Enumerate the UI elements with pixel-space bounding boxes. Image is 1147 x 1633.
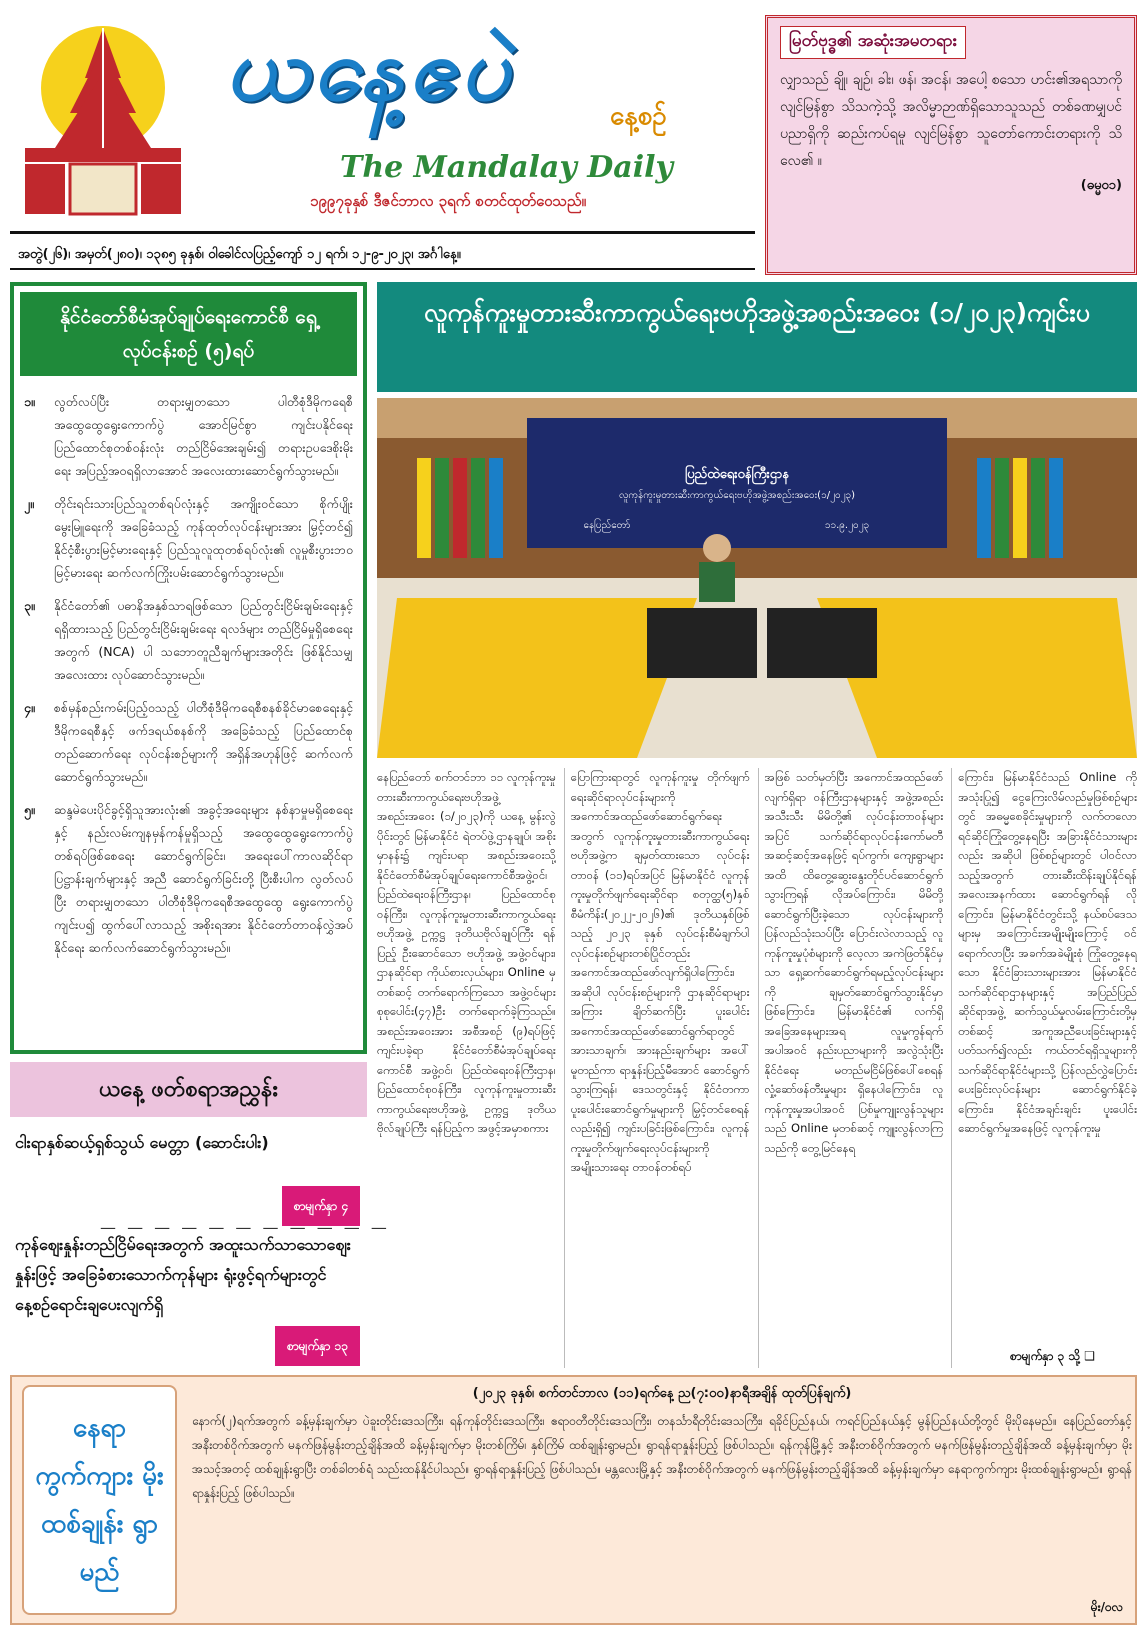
article-body (377, 768, 1137, 1368)
pagoda-logo-icon (15, 18, 190, 218)
brand-tagline: ၁၉၉၇ခုနှစ် ဒီဇင်ဘာလ ၃ရက် စတင်ထုတ်ဝေသည်။ (310, 192, 587, 210)
index-divider: — — — — — — — — — — — (100, 1218, 390, 1237)
meeting-photo (377, 398, 1137, 758)
main-headline[interactable]: လူကုန်ကူးမှုတားဆီးကာကွယ်ရေးဗဟိုအဖွဲ့အစည်းအဝေး (၁/၂၀၂၃)ကျင်းပ (377, 282, 1137, 392)
dhamma-body: လျှာသည် ချို၊ ချဉ်၊ ခါး၊ ဖန်၊ အငန်၊ အပေါ့ စသော ဟင်း၏အရသာကို လျင်မြန်စွာ သိသကဲ့သို့ အလိမ္မာဉာဏ်ရှိသောသူသည် တစ်ခဏမျှပင် ပညာရှိကို ဆည်းကပ်ရမူ လျင်မြန်စွာ သူတော်ကောင်းတရားကို သိလေ၏ ။ (780, 72, 1122, 169)
flags-left-icon (417, 458, 503, 558)
weather-badge: နေရာ ကွက်ကျား မိုးထစ်ချုန်း ရွာမည် (22, 1385, 177, 1615)
article-column: ကြောင်း၊ မြန်မာနိုင်ငံသည် Online ကို အသုံးပြု၍ ငွေကြေးလိမ်လည်မှုဖြစ်စဉ်များတွင် အဓမ္မစေခိုင်းမှုများကို လက်တလော ရင်ဆိုင်ကြုံတွေ့နေရပြီး အခြားနိုင်ငံသားများလည်း အဆိုပါ ဖြစ်စဉ်များတွင် ပါဝင်လာသည့်အတွက် တားဆီးထိန်းချုပ်နိုင်ရန် အလေးအနက်ထား ဆောင်ရွက်ရန် လိုကြောင်း၊ မြန်မာနိုင်ငံတွင်းသို့ နယ်စပ်ဒေသများမှ အကြောင်းအမျိုးမျိုးကြောင့် ဝင်ရောက်လာပြီး အခက်အခဲမျိုးစုံ ကြုံတွေ့နေရသော နိုင်ငံခြားသားများအား မြန်မာနိုင်ငံသက်ဆိုင်ရာဌာနများနှင့် အပြည်ပြည်ဆိုင်ရာအဖွဲ့ ဆက်သွယ်မှုလမ်းကြောင်းတို့မှတစ်ဆင့် အကူအညီပေးခြင်းများနှင့် ပတ်သက်၍လည်း ကယ်တင်ရရှိသူများကို သက်ဆိုင်ရာနိုင်ငံများသို့ ပြန်လည်လွှဲပြောင်းပေးခြင်းလုပ်ငန်းများ ဆောင်ရွက်နိုင်ခဲ့ကြောင်း၊ နိုင်ငံအချင်းချင်း ပူးပေါင်းဆောင်ရွက်မှုအနေဖြင့် လူကုန်ကူးမှု (951, 768, 1137, 1368)
objective-text: စစ်မှန်စည်းကမ်းပြည့်ဝသည့် ပါတီစုံဒီမိုကရေစီစနစ်ခိုင်မာစေရေးနှင့် ဒီမိုကရေစီနှင့် ဖက်ဒရယ်စနစ်ကို အခြေခံသည့် ပြည်ထောင်စုတည်ဆောက်ရေး လုပ်ငန်းစဉ်များကို အရှိန်အဟုန်ဖြင့် ဆက်လက်ဆောင်ရွက်သွားမည်။ (54, 700, 353, 784)
dhamma-title: မြတ်ဗုဒ္ဓ၏ အဆုံးအမတရား (780, 26, 966, 59)
issue-info: အတွဲ(၂၆)၊ အမှတ်(၂၈၀)၊ ၁၃၈၅ ခုနှစ်၊ ဝါခေါင်လပြည့်ကျော် ၁၂ ရက်၊ ၁၂-၉-၂၀၂၃၊ အင်္ဂါနေ့။ (10, 240, 755, 270)
objective-text: နိုင်ငံတော်၏ ပဓာနိအနှစ်သာရဖြစ်သော ပြည်တွင်းငြိမ်းချမ်းရေးနှင့် ရရှိထားသည့် ပြည်တွင်းငြိမ်းချမ်းရေး ရလဒ်များ တည်ငြိမ်မှုရှိစေရေးအတွက် (NCA) ပါ သဘောတူညီချက်များအတိုင်း ဖြစ်နိုင်သမျှ အလေးထား လုပ်ဆောင်သွားမည်။ (54, 598, 353, 682)
index-item[interactable] (15, 1230, 360, 1353)
index-item-text: ငါးရာနှစ်ဆယ့်ရှစ်သွယ် မေတ္တာ (ဆောင်းပါး) (15, 1133, 269, 1152)
objective-number: ၁။ (24, 394, 35, 409)
banner-place: နေပြည်တော် (583, 520, 631, 531)
weather-box (10, 1375, 1137, 1625)
objective-number: ၄။ (24, 700, 35, 715)
page-tag[interactable]: စာမျက်နှာ ၄ (282, 1186, 360, 1226)
weather-body: နောက်(၂)ရက်အတွက် ခန့်မှန်းချက်မှာ ပဲခူးတိုင်းဒေသကြီး၊ ရန်ကုန်တိုင်းဒေသကြီး၊ ဧရာဝတီတိုင်းဒေသကြီး၊ တနင်္သာရီတိုင်းဒေသကြီး၊ ရခိုင်ပြည်နယ်၊ ကရင်ပြည်နယ်နှင့် မွန်ပြည်နယ်တို့တွင် မိုးပိုနေမည်။ နေပြည်တော်နှင့် အနီးတစ်ဝိုက်အတွက် မနက်ဖြန်မွန်းတည့်ချိန်အထိ ခန့်မှန်းချက်မှာ မိုးတစ်ကြိမ်၊ နှစ်ကြိမ် ထစ်ချုန်းရွာမည်။ ရွာရန်ရာနှုန်းပြည့် ဖြစ်ပါသည်။ ရန်ကုန်မြို့နှင့် အနီးတစ်ဝိုက်အတွက် မနက်ဖြန်မွန်းတည့်ချိန်အထိ ခန့်မှန်းချက်မှာ မိုးအသင့်အတင့် ထစ်ချုန်းရွာပြီး တစ်ခါတစ်ရံ သည်းထန်နိုင်ပါသည်။ ရွာရန်ရာနှုန်းပြည့် ဖြစ်ပါသည်။ မန္တလေးမြို့နှင့် အနီးတစ်ဝိုက်အတွက် မနက်ဖြန်မွန်းတည့်ချိန်အထိ ခန့်မှန်းချက်မှာ နေရာကွက်ကျား မိုးထစ်ချုန်းရွာမည်။ ရွာရန်ရာနှုန်းပြည့် ဖြစ်ပါသည်။ (192, 1414, 1132, 1500)
banner-line2: လူကုန်ကူးမှုတားဆီးကာကွယ်ရေးဗဟိုအဖွဲ့အစည်းအဝေး(၁/၂၀၂၃) (618, 490, 856, 501)
objective-item (14, 688, 363, 790)
brand-suffix: နေ့စဉ် (610, 101, 667, 131)
objectives-box (10, 282, 367, 1054)
weather-title: (၂၀၂၃ ခုနှစ်၊ စက်တင်ဘာလ (၁၁)ရက်နေ့ ည(၇:၀၀)နာရီအချိန် ထုတ်ပြန်ချက်) (472, 1386, 852, 1401)
dhamma-box (765, 15, 1137, 275)
article-column: အဖြစ် သတ်မှတ်ပြီး အကောင်အထည်ဖော်လျက်ရှိရာ ဝန်ကြီးဌာနများနှင့် အဖွဲ့အစည်းအသီးသီး မိမိတို့၏ လုပ်ငန်းတာဝန်များအပြင် သက်ဆိုင်ရာလုပ်ငန်းကော်မတီ အဆင့်ဆင့်အနေဖြင့် ရပ်ကွက်၊ ကျေးရွာများအထိ ထိတွေ့ဆွေးနွေးတိုင်ပင်ဆောင်ရွက်သွားကြရန် လိုအပ်ကြောင်း၊ မိမိတို့ ဆောင်ရွက်ပြီးခဲ့သော လုပ်ငန်းများကို ပြန်လည်သုံးသပ်ပြီး ပြောင်းလဲလာသည့် လူကုန်ကူးမှုပုံစံများကို လေ့လာ အကဲဖြတ်နိုင်မှသာ ရှေ့ဆက်ဆောင်ရွက်ရမည့်လုပ်ငန်းများကို ချမှတ်ဆောင်ရွက်သွားနိုင်မှာ ဖြစ်ကြောင်း၊ မြန်မာနိုင်ငံ၏ လက်ရှိအခြေအနေများအရ လူမှုကွန်ရက်အပါအဝင် နည်းပညာများကို အလွဲသုံးပြီး နိုင်ငံရေး မတည်မငြိမ်ဖြစ်ပေါ်စေရန် လှုံ့ဆော်ဖန်တီးမှုများ ရှိနေပါကြောင်း၊ လူကုန်ကူးမှုအပါအဝင် ပြစ်မှုကျူးလွန်သူများသည် Online မှတစ်ဆင့် ကျူးလွန်လာကြသည်ကို တွေ့မြင်နေရ (758, 768, 944, 1368)
banner-line1: ပြည်ထဲရေးဝန်ကြီးဌာန (684, 467, 790, 482)
meeting-photo-illustration (377, 398, 1137, 758)
objective-item (14, 586, 363, 688)
article-column: နေပြည်တော် စက်တင်ဘာ ၁၁ လူကုန်ကူးမှုတားဆီးကာကွယ်ရေးဗဟိုအဖွဲ့ အစည်းအဝေး (၁/၂၀၂၃)ကို ယနေ့ မွန်းလွဲပိုင်းတွင် မြန်မာနိုင်ငံ ရဲတပ်ဖွဲ့ဌာနချုပ်၊ အစိုးမှာနန်း၌ ကျင်းပရာ အစည်းအဝေးသို့ နိုင်ငံတော်စီမံအုပ်ချုပ်ရေးကောင်စီအဖွဲ့ဝင်၊ ပြည်ထဲရေးဝန်ကြီးဌာန၊ ပြည်ထောင်စုဝန်ကြီး၊ လူကုန်ကူးမှုတားဆီးကာကွယ်ရေးဗဟိုအဖွဲ့ ဥက္ကဋ္ဌ ဒုတိယဗိုလ်ချုပ်ကြီး ရန်ပြည့် ဦးဆောင်သော ဗဟိုအဖွဲ့ အဖွဲ့ဝင်များ၊ ဌာနဆိုင်ရာ ကိုယ်စားလှယ်များ၊ Online မှ တစ်ဆင့် တက်ရောက်ကြသော အဖွဲ့ဝင်များ စုစုပေါင်း(၄၇)ဦး တက်ရောက်ခဲ့ကြသည်။ အစည်းအဝေးအား အစီအစဉ် (၉)ရပ်ဖြင့် ကျင်းပခဲ့ရာ နိုင်ငံတော်စီမံအုပ်ချုပ်ရေးကောင်စီ အဖွဲ့ဝင်၊ ပြည်ထဲရေးဝန်ကြီးဌာန၊ ပြည်ထောင်စုဝန်ကြီး၊ လူကုန်ကူးမှုတားဆီးကာကွယ်ရေးဗဟိုအဖွဲ့ ဥက္ကဋ္ဌ ဒုတိယဗိုလ်ချုပ်ကြီး ရန်ပြည့်က အဖွင့်အမှာစကား (377, 770, 556, 1135)
objective-item (14, 484, 363, 586)
objective-number: ၃။ (24, 598, 35, 613)
objective-item (14, 790, 363, 961)
brand-title: ယနေ့ဧပဲ (225, 20, 514, 120)
weather-signature: မိုး/ဝလ (1090, 1600, 1123, 1614)
index-item[interactable] (15, 1128, 360, 1213)
masthead (10, 10, 755, 245)
objective-item (14, 382, 363, 484)
index-item-text: ကုန်စျေးနှုန်းတည်ငြိမ်ရေးအတွက် အထူးသက်သာသောစျေးနှုန်းဖြင့် အခြေခံစားသောက်ကုန်များ ရုံးဖွင့်ရက်များတွင် နေ့စဉ်ရောင်းချပေးလျက်ရှိ (15, 1235, 351, 1314)
objective-text: ဆန္ဒမဲပေးပိုင်ခွင့်ရှိသူအားလုံး၏ အခွင့်အရေးများ နစ်နာမှုမရှိစေရေးနှင့် နည်းလမ်းကျနမှန်ကန်မှုရှိသည့် အထွေထွေရွေးကောက်ပွဲတစ်ရပ်ဖြစ်စေရေး ဆောင်ရွက်ခြင်း၊ အရေးပေါ်ကာလဆိုင်ရာ ပြဋ္ဌာန်းချက်များနှင့် အညီ ဆောင်ရွက်ခြင်းတို့ ပြီးစီးပါက လွတ်လပ်ပြီး တရားမျှတသော ပါတီစုံဒီမိုကရေစီအထွေထွေ ရွေးကောက်ပွဲ ကျင်းပ၍ ထွက်ပေါ်လာသည့် အစိုးရအား နိုင်ငံတော်တာဝန်လွှဲအပ်နိုင်ရေး ဆက်လက်ဆောင်ရွက်သွားမည်။ (54, 802, 353, 955)
objective-number: ၂။ (24, 496, 34, 511)
objectives-title: နိုင်ငံတော်စီမံအုပ်ချုပ်ရေးကောင်စီ ရှေ့လုပ်ငန်းစဉ် (၅)ရပ် (20, 292, 357, 376)
dhamma-source: (ဓမ္မ၀၁) (1080, 178, 1122, 193)
continue-link[interactable]: စာမျက်နှာ ၃ သို့ ❑ (1010, 1349, 1095, 1363)
banner-date: ၁၁.၉.၂၀၂၃ (824, 520, 870, 531)
index-title: ယနေ့ ဖတ်စရာအညွှန်း (10, 1062, 367, 1117)
flags-right-icon (977, 458, 1063, 558)
objective-text: လွတ်လပ်ပြီး တရားမျှတသော ပါတီစုံဒီမိုကရေစီ အထွေထွေရွေးကောက်ပွဲ အောင်မြင်စွာ ကျင်းပနိုင်ရေး ပြည်ထောင်စုတစ်ဝန်းလုံး တည်ငြိမ်အေးချမ်း၍ တရားဥပဒေစိုးမိုးရေး အပြည့်အဝရရှိလာအောင် အလေးထားဆောင်ရွက်သွားမည်။ (54, 394, 353, 478)
page-tag[interactable]: စာမျက်နှာ ၁၃ (275, 1326, 360, 1366)
objective-number: ၅။ (24, 802, 35, 817)
brand-english-title: The Mandalay Daily (340, 150, 673, 185)
objective-text: တိုင်းရင်းသားပြည်သူတစ်ရပ်လုံးနှင့် အကျိုးဝင်သော စိုက်ပျိုးမွေးမြူရေးကို အခြေခံသည့် ကုန်ထုတ်လုပ်ငန်းများအား မြှင့်တင်၍ နိုင်ငံ့စီးပွားမြင့်မားရေးနှင့် ပြည်သူလူထုတစ်ရပ်လုံး၏ လူမှုစီးပွားဘဝမြင့်မားရေး ဆက်လက်ကြိုးပမ်းဆောင်ရွက်သွားမည်။ (54, 496, 353, 580)
article-column: ပြောကြားရာတွင် လူကုန်ကူးမှု တိုက်ဖျက်ရေးဆိုင်ရာလုပ်ငန်းများကို အကောင်အထည်ဖော်ဆောင်ရွက်ရေးအတွက် လူကုန်ကူးမှုတားဆီးကာကွယ်ရေးဗဟိုအဖွဲ့က ချမှတ်ထားသော လုပ်ငန်းတာဝန် (၁၁)ရပ်အပြင် မြန်မာနိုင်ငံ လူကုန်ကူးမှုတိုက်ဖျက်ရေးဆိုင်ရာ စတုတ္ထ(၅)နှစ်စီမံကိန်း(၂၀၂၂-၂၀၂၆)၏ ဒုတိယနှစ်ဖြစ်သည့် ၂၀၂၃ ခုနှစ် လုပ်ငန်းစီမံချက်ပါ လုပ်ငန်းစဉ်များတစ်ပြိုင်တည်း အကောင်အထည်ဖော်လျက်ရှိပါကြောင်း၊ အဆိုပါ လုပ်ငန်းစဉ်များကို ဌာနဆိုင်ရာများအကြား ချိတ်ဆက်ပြီး ပူးပေါင်းအကောင်အထည်ဖော်ဆောင်ရွက်ရာတွင် အားသာချက်၊ အားနည်းချက်များ အပေါ်မူတည်ကာ ရာနှုန်းပြည့်မီအောင် ဆောင်ရွက်သွားကြရန်၊ ဒေသတွင်းနှင့် နိုင်ငံတကာ ပူးပေါင်းဆောင်ရွက်မှုများကို မြှင့်တင်စေရန်လည်းရှိ၍ ကျင်းပခြင်းဖြစ်ကြောင်း၊ လူကုန်ကူးမှုတိုက်ဖျက်ရေးလုပ်ငန်းများကို အမျိုးသားရေး တာဝန်တစ်ရပ် (564, 768, 750, 1368)
masthead-rule (10, 231, 755, 234)
